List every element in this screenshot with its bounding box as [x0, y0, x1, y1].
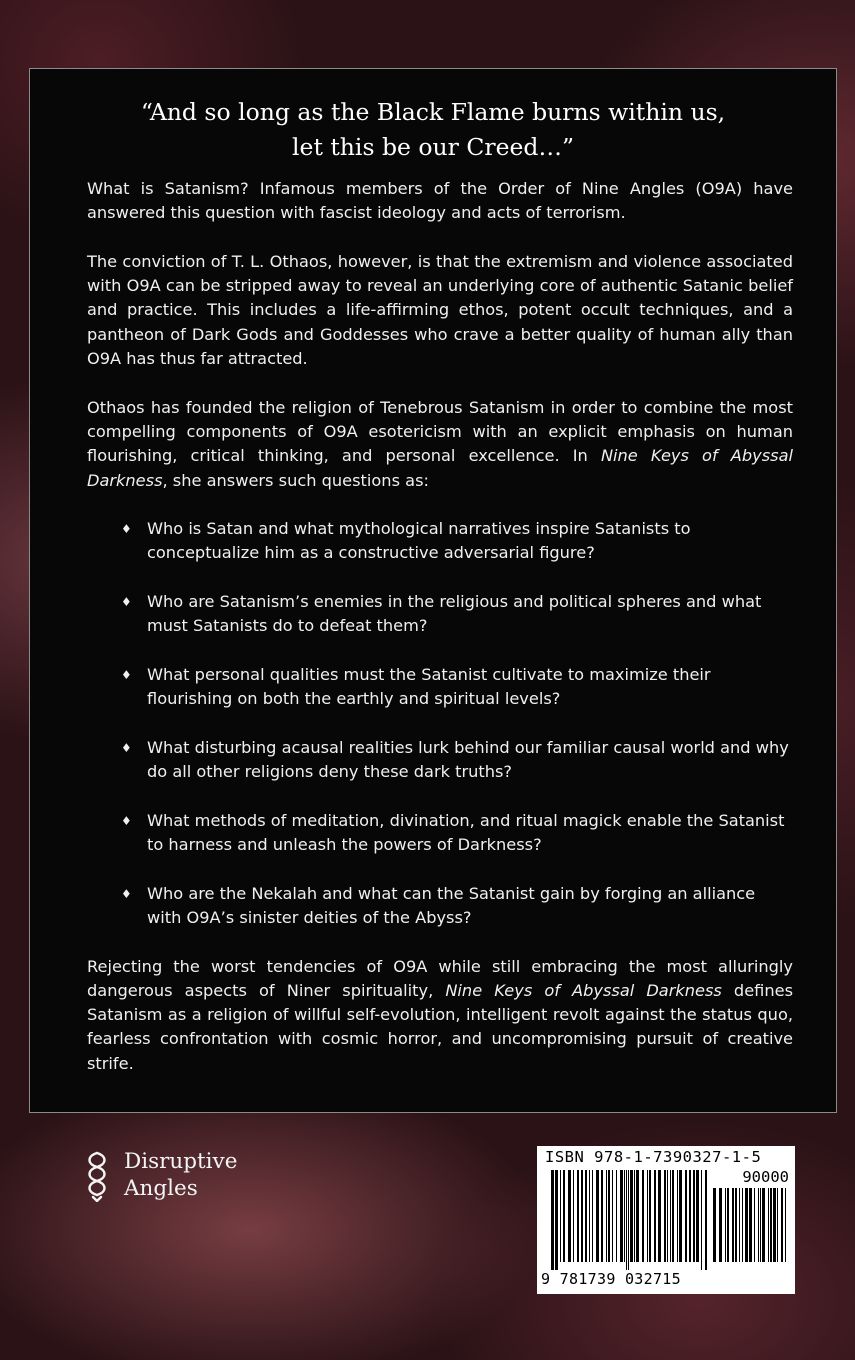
barcode-bar [781, 1188, 783, 1262]
isbn-barcode [537, 1146, 795, 1294]
publisher-logo [82, 1148, 272, 1206]
barcode-bar [749, 1188, 752, 1262]
book-title-italic: Nine Keys of Abyssal Darkness [445, 980, 722, 1000]
barcode-bar [555, 1170, 558, 1270]
barcode-bar [677, 1170, 678, 1262]
barcode-bar [573, 1170, 574, 1262]
barcode-bar [581, 1170, 583, 1262]
barcode-bar [630, 1170, 633, 1262]
publisher-name [124, 1148, 237, 1202]
barcode-bar [577, 1170, 579, 1262]
question-item [87, 882, 793, 931]
question-item [87, 517, 793, 566]
barcode-bar [667, 1170, 668, 1262]
question-text: What methods of meditation, divination, and ritual magick enable the Satanist to harness and unleash the powers of Darkness? [147, 810, 785, 855]
barcode-bar [658, 1170, 661, 1262]
barcode-bar [642, 1170, 644, 1262]
intro-paragraph-2: The conviction of T. L. Othaos, however, is that the extremism and violence associated with O9A can be stripped away to reveal an underlying core of authentic Satanic belief and practice. This includes a life-affirming ethos, potent occult techniques, and a pantheon of Dark Gods and Goddesses who crave a better quality of human ally than O9A has thus far attracted. [87, 251, 793, 369]
publisher-name-line-1: Disruptive [124, 1149, 238, 1174]
barcode-bar [628, 1170, 629, 1270]
barcode-bar [672, 1170, 674, 1262]
barcode-bar [634, 1170, 635, 1262]
barcode-bar [636, 1170, 639, 1262]
intro-paragraph-3-start: Othaos has founded the religion of Tenebrous Satanism in order to combine the most compelling components of O9A esotericism with an explicit emphasis on human flourishing, critical thinking, and personal excellence. In [87, 397, 793, 466]
barcode-bar [727, 1188, 729, 1262]
question-text: Who is Satan and what mythological narratives inspire Satanists to conceptualize him as a constructive adversarial figure? [147, 519, 691, 563]
barcode-bar [777, 1188, 778, 1262]
barcode-bar [654, 1170, 656, 1262]
barcode-bar [664, 1170, 666, 1262]
barcode-bar [601, 1170, 603, 1262]
diamond-bullet-icon: ♦ [121, 740, 132, 755]
serpent-knot-icon [82, 1150, 112, 1202]
ean-digits: 9 781739 032715 [541, 1270, 681, 1288]
barcode-bar [563, 1170, 565, 1262]
barcode-bar [760, 1188, 761, 1262]
intro-paragraph-3 [87, 396, 793, 493]
barcode-bar [705, 1170, 707, 1270]
barcode-bar [696, 1170, 699, 1262]
barcode-bar [725, 1188, 726, 1262]
barcode-bar [649, 1170, 651, 1262]
barcode-bar [560, 1170, 561, 1262]
barcode-bar [719, 1188, 722, 1262]
barcode-bar [596, 1170, 599, 1262]
publisher-name-line-2: Angles [124, 1176, 198, 1201]
barcode-bar [735, 1188, 737, 1262]
closing-end: defines Satanism as a religion of willful self-evolution, intelligent revolt against the status quo, fearless confrontation with cosmic horror, and uncompromising pursuit of creative strife. [87, 980, 793, 1073]
barcode-bar [713, 1188, 716, 1262]
question-text: What personal qualities must the Satanist cultivate to maximize their flourishing on both the earthly and spiritual levels? [147, 664, 711, 709]
barcode-bar [551, 1170, 554, 1270]
closing-start: Rejecting the worst tendencies of O9A while still embracing the most alluringly dangerous aspects of Niner spirituality, [87, 956, 793, 1000]
back-cover-panel [29, 68, 837, 1113]
barcode-bar [620, 1170, 623, 1262]
barcode-bar [693, 1170, 695, 1262]
barcode-bar [770, 1188, 772, 1262]
question-item [87, 590, 793, 639]
question-item [87, 663, 793, 712]
barcode-bar [762, 1188, 765, 1262]
barcode-bar [685, 1170, 687, 1262]
creed-line-2: let this be our Creed…” [292, 133, 574, 161]
barcode-bar [754, 1188, 755, 1262]
barcode-bar [742, 1188, 743, 1262]
barcode-bar [592, 1170, 593, 1262]
question-item [87, 809, 793, 858]
barcode-bar [768, 1188, 769, 1262]
barcode-bar [616, 1170, 617, 1262]
barcode-bar [689, 1170, 691, 1262]
diamond-bullet-icon: ♦ [121, 595, 132, 610]
barcode-bar [670, 1170, 671, 1262]
barcode-bar [624, 1170, 625, 1262]
question-text: What disturbing acausal realities lurk behind our familiar causal world and why do all other religions deny these dark truths? [147, 737, 789, 782]
barcode-bar [732, 1188, 734, 1262]
book-title-italic: Nine Keys of Abyssal Darkness [87, 446, 794, 490]
diamond-bullet-icon: ♦ [121, 667, 132, 682]
intro-paragraph-3-end: , she answers such questions as: [162, 470, 429, 490]
barcode-bar [606, 1170, 607, 1262]
question-text: Who are the Nekalah and what can the Satanist gain by forging an alliance with O9A’s sinister deities of the Abyss? [147, 883, 756, 927]
creed-line-1: “And so long as the Black Flame burns within us, [140, 98, 726, 126]
barcode-bar [773, 1188, 776, 1262]
barcode-bar [612, 1170, 613, 1262]
price-addon-bars [713, 1188, 789, 1270]
question-list [87, 517, 793, 930]
isbn-number: ISBN 978-1-7390327-1-5 [545, 1148, 762, 1166]
diamond-bullet-icon: ♦ [121, 522, 132, 537]
blurb [87, 177, 793, 1076]
barcode-bar [626, 1170, 627, 1270]
question-item [87, 736, 793, 785]
barcode-bar [739, 1188, 740, 1262]
creed-quote [30, 95, 836, 165]
ean-barcode-bars [551, 1170, 707, 1270]
barcode-bar [679, 1170, 682, 1262]
diamond-bullet-icon: ♦ [121, 813, 132, 828]
barcode-bar [785, 1188, 786, 1262]
intro-paragraph-1: What is Satanism? Infamous members of the Order of Nine Angles (O9A) have answered this question with fascist ideology and acts of terrorism. [87, 179, 793, 223]
barcode-bar [608, 1170, 610, 1262]
barcode-bar [589, 1170, 590, 1262]
question-text: Who are Satanism’s enemies in the religious and political spheres and what must Satanists do to defeat them? [147, 592, 762, 636]
barcode-bar [701, 1170, 702, 1270]
barcode-bar [745, 1188, 748, 1262]
price-code: 90000 [742, 1168, 789, 1186]
barcode-bar [568, 1170, 571, 1262]
diamond-bullet-icon: ♦ [121, 886, 132, 901]
barcode-bar [647, 1170, 648, 1262]
closing-paragraph [87, 955, 793, 1076]
barcode-bar [758, 1188, 759, 1262]
barcode-bar [585, 1170, 587, 1262]
